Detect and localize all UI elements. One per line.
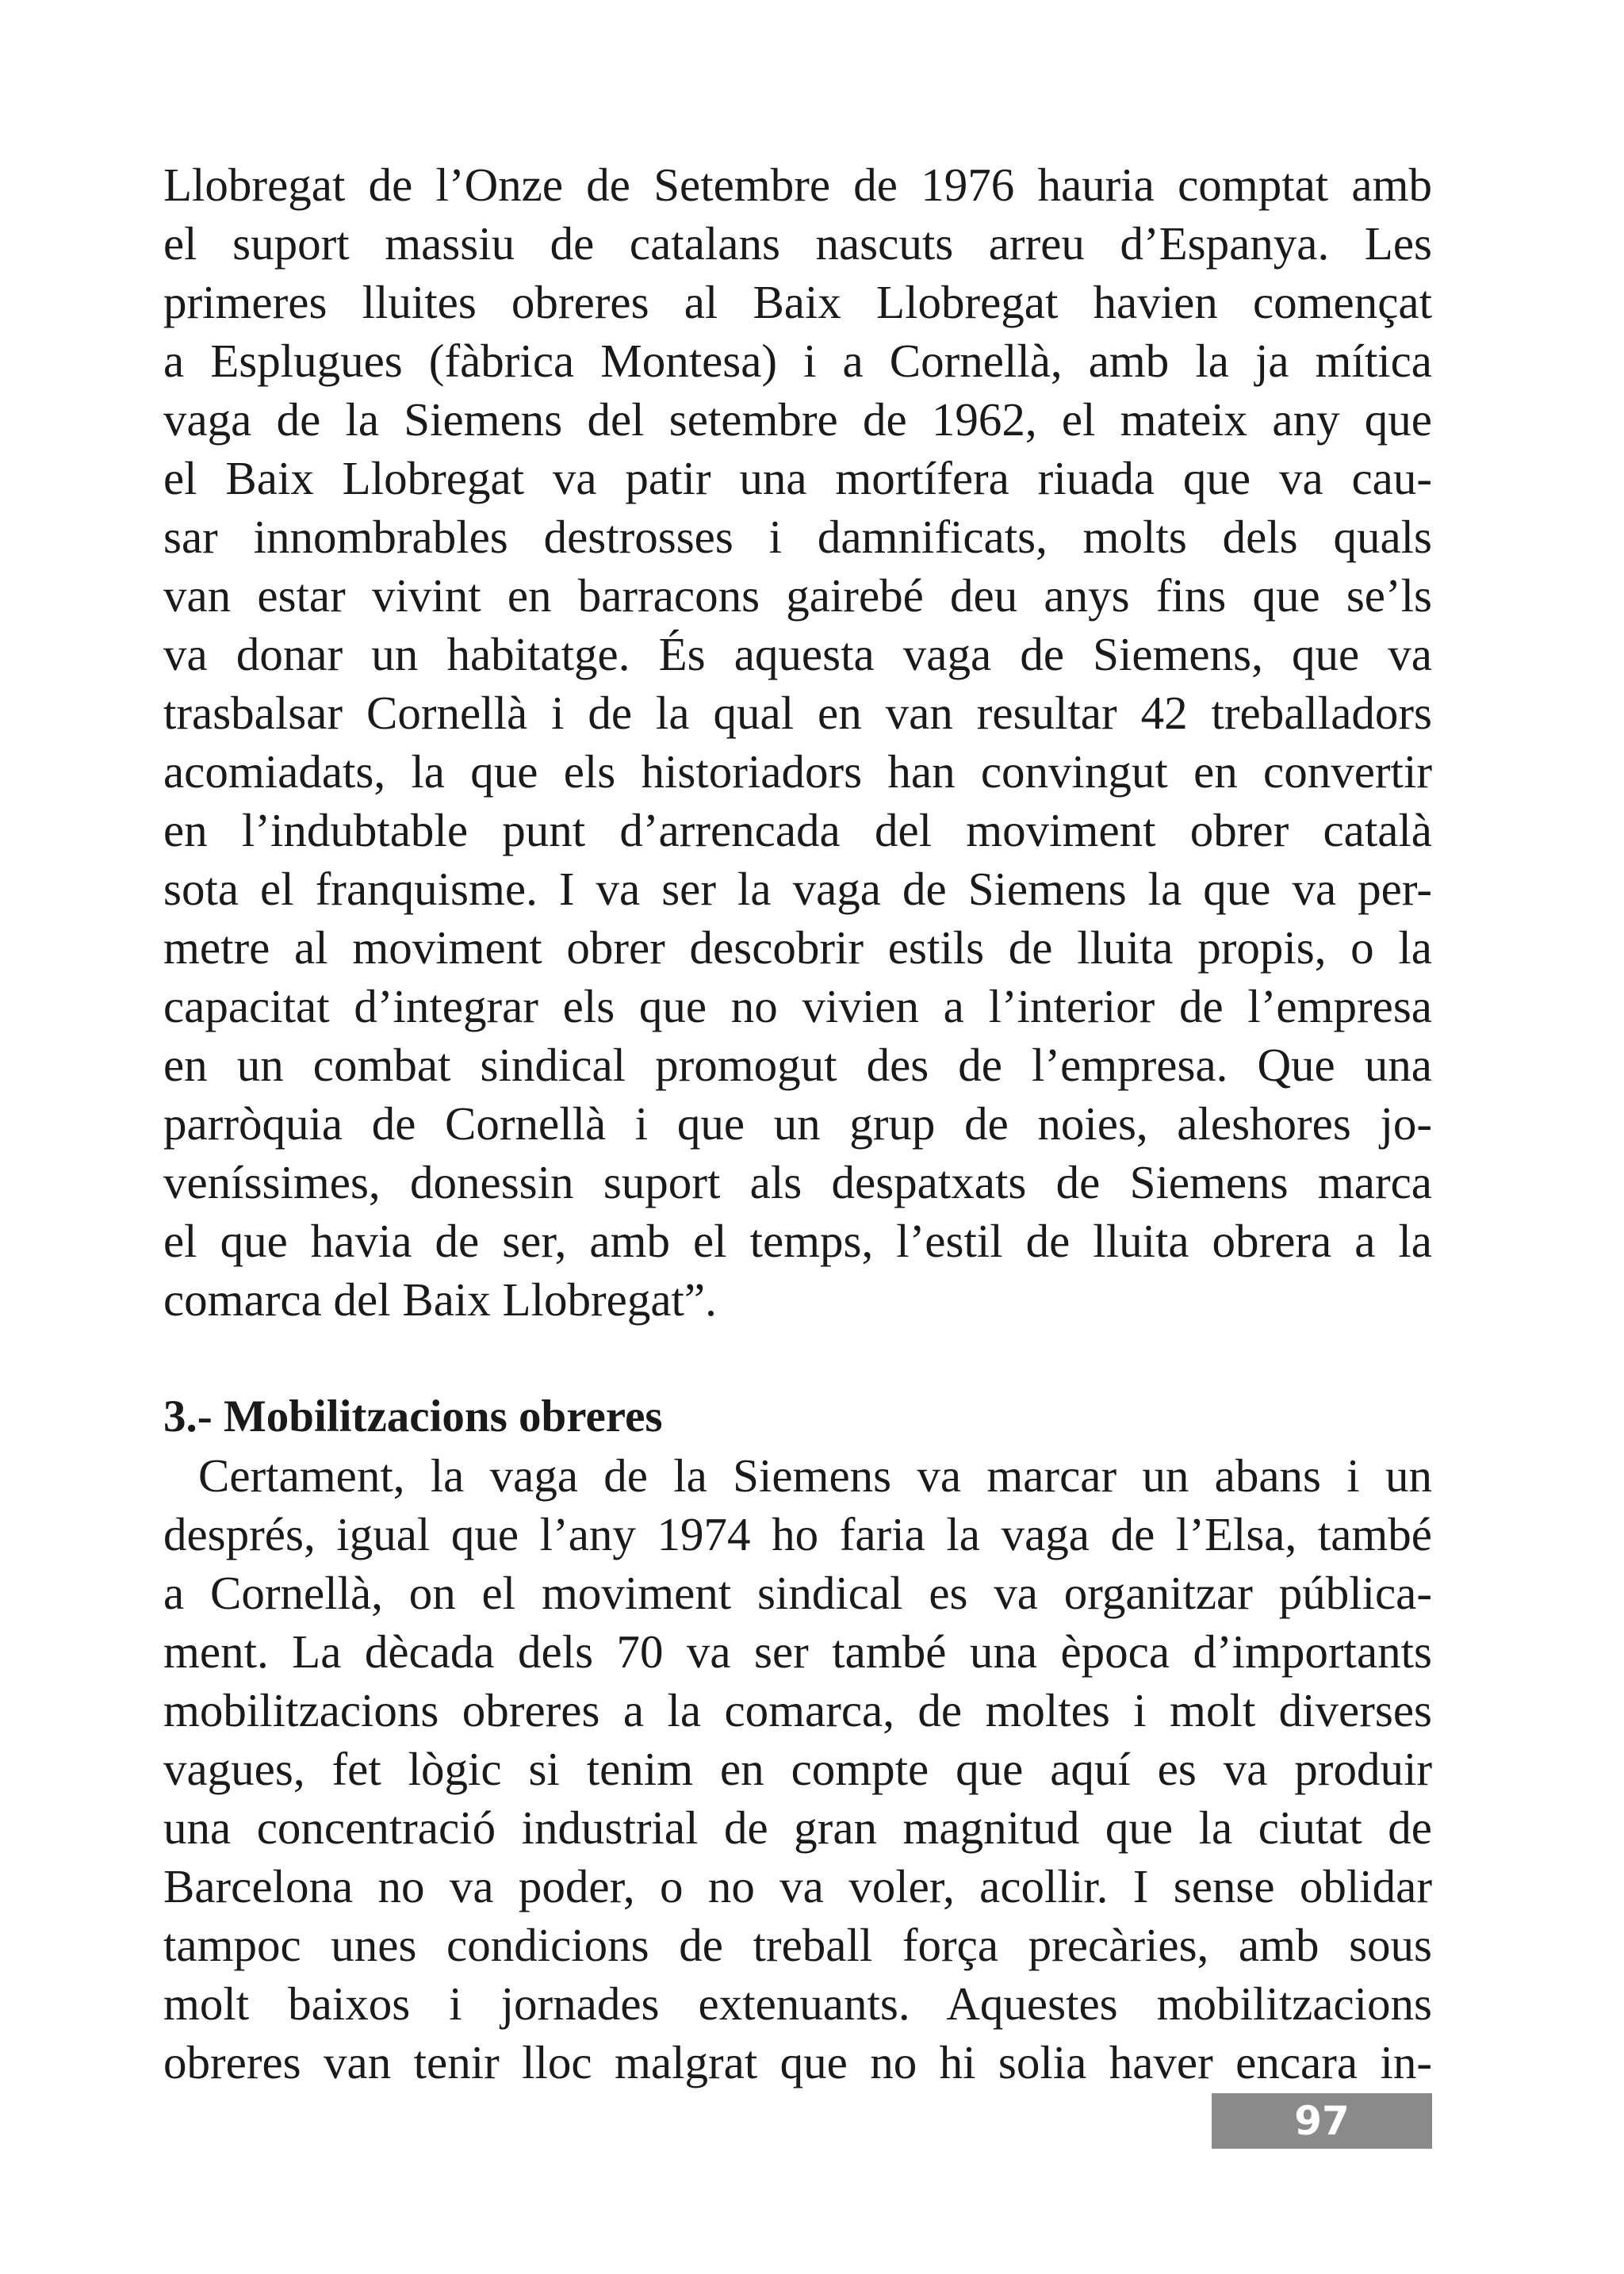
text-line: sota el franquisme. I va ser la vaga de Siemens la que va per-	[163, 863, 1432, 915]
text-line: Barcelona no va poder, o no va voler, acollir. I sense oblidar	[163, 1860, 1432, 1912]
text-line: vaga de la Siemens del setembre de 1962, el mateix any que	[163, 393, 1432, 446]
paragraph-1	[163, 155, 1432, 1329]
paragraph-spacer	[163, 1329, 1432, 1388]
text-line: el suport massiu de catalans nascuts arreu d’Espanya. Les	[163, 217, 1432, 270]
text-line: van estar vivint en barracons gairebé deu anys fins que se’ls	[163, 569, 1432, 622]
text-line: el Baix Llobregat va patir una mortífera riuada que va cau-	[163, 452, 1432, 504]
text-line: vagues, fet lògic si tenim en compte que aquí es va produir	[163, 1743, 1432, 1795]
text-line: Certament, la vaga de la Siemens va marcar un abans i un	[198, 1449, 1432, 1502]
text-line: veníssimes, donessin suport als despatxats de Siemens marca	[163, 1156, 1432, 1208]
text-line: Llobregat de l’Onze de Setembre de 1976 hauria comptat amb	[163, 159, 1432, 211]
text-line: el que havia de ser, amb el temps, l’estil de lluita obrera a la	[163, 1215, 1432, 1267]
text-line: acomiadats, la que els historiadors han convingut en convertir	[163, 745, 1432, 798]
text-line: una concentració industrial de gran magnitud que la ciutat de	[163, 1801, 1432, 1854]
text-line: va donar un habitatge. És aquesta vaga de Siemens, que va	[163, 628, 1432, 680]
text-line: metre al moviment obrer descobrir estils de lluita propis, o la	[163, 921, 1432, 974]
paragraph-2	[163, 1446, 1432, 2092]
section-heading: 3.- Mobilitzacions obreres	[163, 1392, 663, 1441]
text-line: sar innombrables destrosses i damnificats, molts dels quals	[163, 511, 1432, 563]
text-line: a Esplugues (fàbrica Montesa) i a Cornellà, amb la ja mítica	[163, 335, 1432, 387]
text-line: trasbalsar Cornellà i de la qual en van resultar 42 treballadors	[163, 687, 1432, 739]
text-line: comarca del Baix Llobregat”.	[163, 1273, 717, 1326]
text-line: capacitat d’integrar els que no vivien a l’interior de l’empresa	[163, 980, 1432, 1032]
text-line: mobilitzacions obreres a la comarca, de moltes i molt diverses	[163, 1684, 1432, 1736]
text-line: parròquia de Cornellà i que un grup de noies, aleshores jo-	[163, 1097, 1432, 1150]
page-body	[163, 155, 1432, 2092]
text-line: primeres lluites obreres al Baix Llobregat havien començat	[163, 276, 1432, 328]
text-line: després, igual que l’any 1974 ho faria la vaga de l’Elsa, també	[163, 1508, 1432, 1560]
text-line: en l’indubtable punt d’arrencada del moviment obrer català	[163, 804, 1432, 856]
text-line: obreres van tenir lloc malgrat que no hi solia haver encara in-	[163, 2036, 1432, 2088]
text-line: en un combat sindical promogut des de l’empresa. Que una	[163, 1039, 1432, 1091]
page-number: 97	[1212, 2093, 1432, 2149]
text-line: a Cornellà, on el moviment sindical es va organitzar pública-	[163, 1567, 1432, 1619]
text-line: tampoc unes condicions de treball força precàries, amb sous	[163, 1919, 1432, 1971]
text-line: molt baixos i jornades extenuants. Aquestes mobilitzacions	[163, 1977, 1432, 2030]
text-line: ment. La dècada dels 70 va ser també una època d’importants	[163, 1625, 1432, 1678]
